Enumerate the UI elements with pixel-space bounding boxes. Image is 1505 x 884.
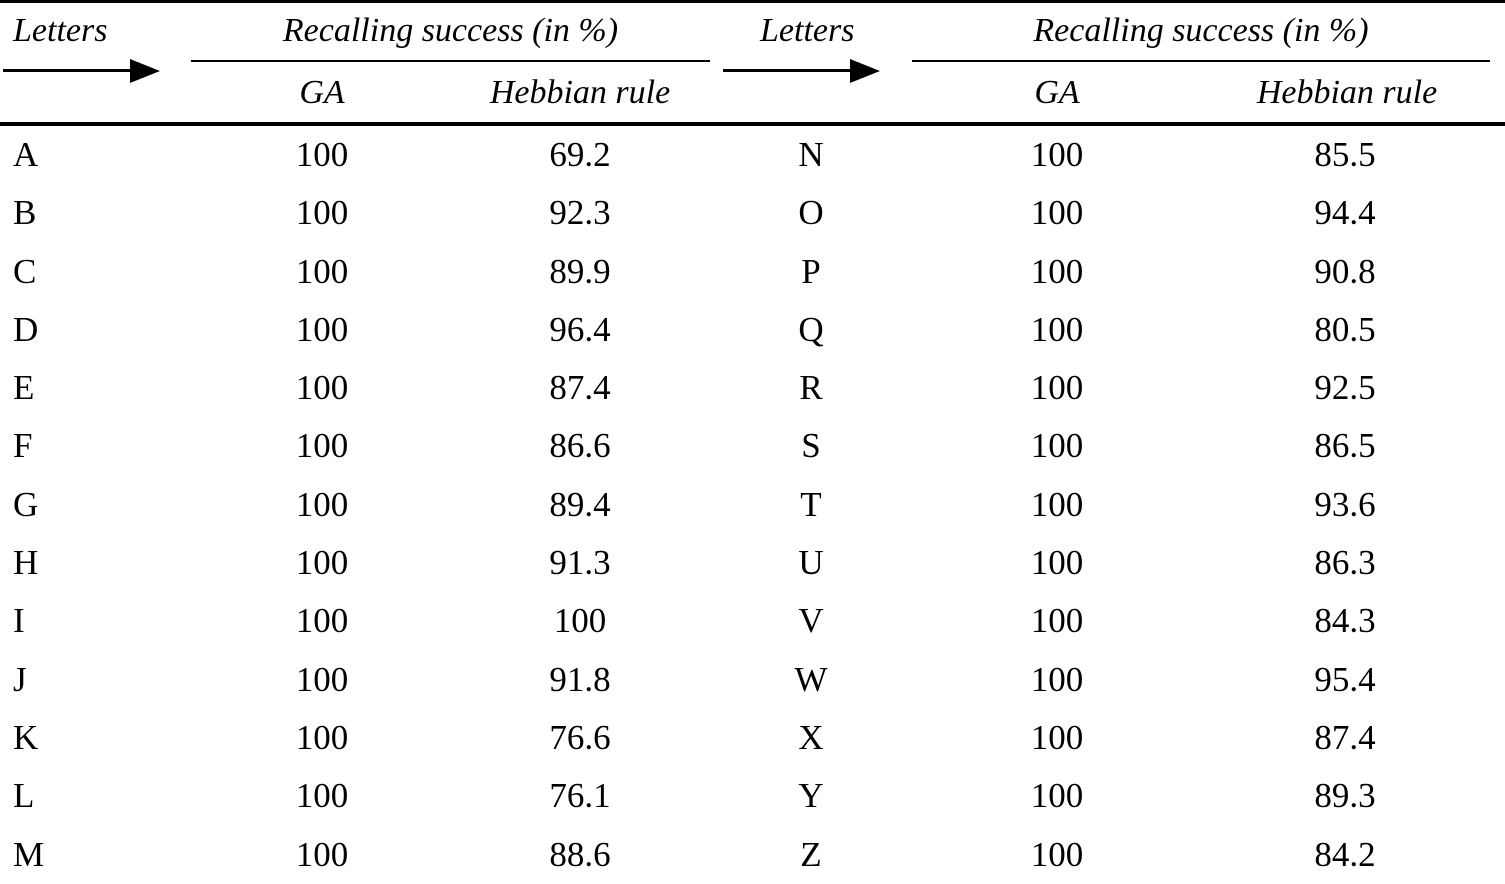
table-row <box>0 417 1505 475</box>
letter-cell: V <box>798 601 824 641</box>
table-row <box>0 359 1505 417</box>
table-row <box>0 243 1505 301</box>
table-body <box>0 126 1505 884</box>
table-row <box>0 534 1505 592</box>
ga-cell: 100 <box>295 601 349 641</box>
hebbian-cell: 96.4 <box>549 309 611 349</box>
hebbian-header-left: Hebbian rule <box>489 74 671 111</box>
top-rule <box>0 0 1505 3</box>
letter-cell: F <box>13 426 33 466</box>
hebbian-cell: 86.3 <box>1314 543 1376 583</box>
hebbian-cell: 88.6 <box>549 834 611 874</box>
ga-cell: 100 <box>1030 368 1084 408</box>
letter-cell: O <box>798 193 824 233</box>
ga-cell: 100 <box>295 309 349 349</box>
letter-cell: G <box>13 484 39 524</box>
ga-cell: 100 <box>1030 717 1084 757</box>
hebbian-cell: 95.4 <box>1314 659 1376 699</box>
table-row <box>0 709 1505 767</box>
hebbian-cell: 87.4 <box>549 368 611 408</box>
ga-cell: 100 <box>1030 193 1084 233</box>
hebbian-cell: 87.4 <box>1314 717 1376 757</box>
letter-cell: M <box>13 834 45 874</box>
hebbian-cell: 89.9 <box>549 251 611 291</box>
table-row <box>0 826 1505 884</box>
table-row <box>0 651 1505 709</box>
hebbian-cell: 69.2 <box>549 135 611 174</box>
letter-cell: K <box>13 717 39 757</box>
ga-cell: 100 <box>295 717 349 757</box>
ga-header-right: GA <box>1034 74 1080 111</box>
ga-cell: 100 <box>1030 484 1084 524</box>
letter-cell: I <box>13 601 25 641</box>
hebbian-cell: 85.5 <box>1314 135 1376 174</box>
ga-cell: 100 <box>1030 251 1084 291</box>
letter-cell: C <box>13 251 37 291</box>
letter-cell: Z <box>800 834 822 874</box>
ga-header-left: GA <box>299 74 345 111</box>
letter-cell: D <box>13 309 39 349</box>
ga-cell: 100 <box>295 368 349 408</box>
hebbian-cell: 89.4 <box>549 484 611 524</box>
hebbian-cell: 93.6 <box>1314 484 1376 524</box>
ga-cell: 100 <box>1030 834 1084 874</box>
table-row <box>0 184 1505 242</box>
ga-cell: 100 <box>1030 543 1084 583</box>
hebbian-cell: 91.8 <box>549 659 611 699</box>
letter-cell: L <box>13 776 35 816</box>
letter-cell: J <box>13 659 27 699</box>
letter-cell: N <box>798 135 824 174</box>
letters-header-left: Letters <box>13 12 108 49</box>
hebbian-cell: 86.5 <box>1314 426 1376 466</box>
ga-cell: 100 <box>1030 601 1084 641</box>
ga-cell: 100 <box>295 543 349 583</box>
recalling-success-header-left: Recalling success (in %) <box>282 12 619 49</box>
letter-cell: P <box>801 251 821 291</box>
letter-cell: B <box>13 193 37 233</box>
right-arrow-icon <box>723 59 880 83</box>
letter-cell: S <box>801 426 821 466</box>
hebbian-cell: 76.1 <box>549 776 611 816</box>
hebbian-cell: 80.5 <box>1314 309 1376 349</box>
ga-cell: 100 <box>1030 309 1084 349</box>
ga-cell: 100 <box>1030 659 1084 699</box>
letter-cell: Q <box>798 309 824 349</box>
hebbian-cell: 92.5 <box>1314 368 1376 408</box>
hebbian-cell: 89.3 <box>1314 776 1376 816</box>
ga-cell: 100 <box>295 659 349 699</box>
table-row <box>0 767 1505 825</box>
letter-cell: Y <box>798 776 824 816</box>
letter-cell: E <box>13 368 35 408</box>
letters-header-right: Letters <box>760 12 855 49</box>
ga-cell: 100 <box>295 776 349 816</box>
group-span-rule-left <box>191 60 710 62</box>
table-row <box>0 476 1505 534</box>
ga-cell: 100 <box>1030 776 1084 816</box>
group-span-rule-right <box>912 60 1490 62</box>
recalling-success-header-right: Recalling success (in %) <box>1033 12 1369 49</box>
table-row <box>0 301 1505 359</box>
hebbian-cell: 100 <box>553 601 607 641</box>
hebbian-cell: 90.8 <box>1314 251 1376 291</box>
right-arrow-icon <box>3 59 160 83</box>
hebbian-cell: 84.2 <box>1314 834 1376 874</box>
letter-cell: A <box>13 135 39 174</box>
ga-cell: 100 <box>1030 135 1084 174</box>
letter-cell: T <box>800 484 822 524</box>
hebbian-cell: 91.3 <box>549 543 611 583</box>
letter-cell: U <box>798 543 824 583</box>
table-row <box>0 592 1505 650</box>
ga-cell: 100 <box>295 135 349 174</box>
ga-cell: 100 <box>295 484 349 524</box>
hebbian-header-right: Hebbian rule <box>1256 74 1438 111</box>
letter-cell: R <box>799 368 823 408</box>
ga-cell: 100 <box>295 251 349 291</box>
ga-cell: 100 <box>295 834 349 874</box>
hebbian-cell: 84.3 <box>1314 601 1376 641</box>
letter-cell: H <box>13 543 39 583</box>
hebbian-cell: 76.6 <box>549 717 611 757</box>
hebbian-cell: 94.4 <box>1314 193 1376 233</box>
ga-cell: 100 <box>1030 426 1084 466</box>
table-row <box>0 126 1505 184</box>
hebbian-cell: 92.3 <box>549 193 611 233</box>
hebbian-cell: 86.6 <box>549 426 611 466</box>
letter-cell: X <box>798 717 824 757</box>
letter-cell: W <box>794 659 828 699</box>
ga-cell: 100 <box>295 193 349 233</box>
ga-cell: 100 <box>295 426 349 466</box>
